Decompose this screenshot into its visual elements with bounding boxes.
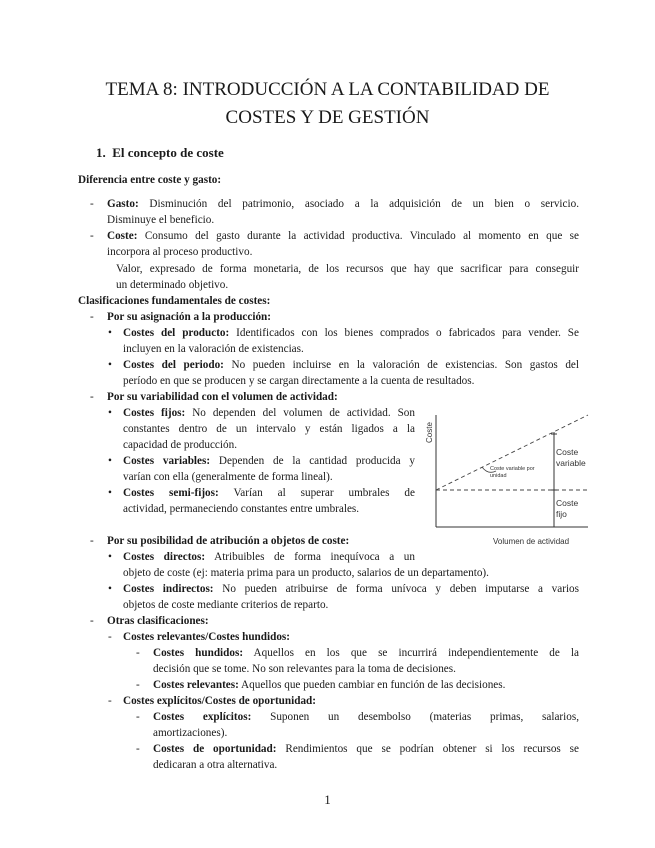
title-line-1: TEMA 8: INTRODUCCIÓN A LA CONTABILIDAD DE (105, 79, 550, 100)
oportunidad-line-1: Costes de oportunidad: Rendimientos que se podrían obtener si los recursos se (153, 743, 579, 755)
title-line-2: COSTES Y DE GESTIÓN (225, 107, 430, 128)
gasto-line-2: Disminuye el beneficio. (107, 214, 215, 226)
periodo-line-1: Costes del periodo: No pueden incluirse en la valoración de existencias. Son gastos del (123, 359, 580, 371)
y-axis-label: Coste (425, 422, 434, 443)
relevantes-line-1: Costes relevantes: Aquellos que pueden cambiar en función de las decisiones. (153, 679, 506, 691)
variables-line-1: Costes variables: Dependen de la cantidad producida y (123, 455, 415, 467)
variabilidad-heading: Por su variabilidad con el volumen de actividad: (107, 391, 338, 403)
coste-line-2: incorpora al proceso productivo. (107, 246, 253, 258)
bullet-dash: - (90, 230, 94, 242)
bullet-dash: - (90, 311, 94, 323)
gasto-line-1: Gasto: Disminución del patrimonio, asociado a la adquisición de un bien o servicio. (107, 198, 579, 210)
bullet-dot: • (108, 327, 112, 339)
bullet-dash: - (108, 695, 112, 707)
atribucion-heading: Por su posibilidad de atribución a objetos de coste: (107, 535, 350, 547)
bullet-dot: • (108, 583, 112, 595)
bullet-dot: • (108, 487, 112, 499)
fixed-label-2: fijo (556, 509, 567, 519)
hundidos-line-1: Costes hundidos: Aquellos en los que se incurrirá independientemente de la (153, 647, 579, 659)
fijos-line-3: capacidad de producción. (123, 439, 237, 451)
x-axis-label: Volumen de actividad (493, 537, 570, 546)
bullet-dash: - (136, 743, 140, 755)
coste-line-1: Coste: Consumo del gasto durante la actividad productiva. Vinculado al momento en que se (107, 230, 580, 242)
indirectos-line-1: Costes indirectos: No pueden atribuirse de forma unívoca y deben imputarse a varios (123, 583, 580, 595)
explicitos-line-1: Costes explícitos: Suponen un desembolso (materias primas, salarios, (153, 711, 579, 723)
producto-line-2: incluyen en la valoración de existencias. (123, 343, 304, 355)
relevantes-heading: Costes relevantes/Costes hundidos: (123, 631, 290, 643)
clasificaciones-heading: Clasificaciones fundamentales de costes: (78, 295, 271, 307)
hundidos-line-2: decisión que se tome. No son relevantes para la toma de decisiones. (153, 663, 456, 675)
valor-line-2: un determinado objetivo. (116, 279, 229, 291)
diferencia-heading: Diferencia entre coste y gasto: (78, 174, 222, 186)
producto-line-1: Costes del producto: Identificados con los bienes comprados o fabricados para vender. Se (123, 327, 579, 339)
semifijos-line-2: actividad, permaneciendo constantes entre umbrales. (123, 503, 360, 515)
page-title (0, 76, 655, 132)
valor-line-1: Valor, expresado de forma monetaria, de los recursos que hay que sacrificar para conseguir (116, 263, 579, 275)
bullet-dash: - (136, 647, 140, 659)
explicitos-heading: Costes explícitos/Costes de oportunidad: (123, 695, 316, 707)
variables-line-2: varían con ella (generalmente de forma lineal). (123, 471, 333, 483)
semifijos-line-1: Costes semi-fijos: Varían al superar umbrales de (123, 487, 415, 499)
directos-line-1: Costes directos: Atribuibles de forma inequívoca a un (123, 551, 415, 563)
annotation-line-2: unidad (490, 473, 507, 479)
bullet-dot: • (108, 551, 112, 563)
bullet-dash: - (136, 711, 140, 723)
bullet-dash: - (136, 679, 140, 691)
section-heading: 1. El concepto de coste (96, 145, 224, 160)
oportunidad-line-2: dedicaran a otra alternativa. (153, 759, 278, 771)
fijos-line-1: Costes fijos: No dependen del volumen de actividad. Son (123, 407, 415, 419)
fixed-label-1: Coste (556, 498, 579, 508)
explicitos-line-2: amortizaciones). (153, 727, 228, 739)
bullet-dash: - (108, 631, 112, 643)
variable-label-2: variable (556, 458, 586, 468)
annotation-line-1: Coste variable por (490, 466, 535, 472)
directos-line-2: objeto de coste (ej: materia prima para un producto, salarios de un departamento). (123, 567, 489, 579)
fijos-line-2: constantes dentro de un intervalo y están ligados a la (123, 423, 415, 435)
cost-chart (420, 405, 592, 551)
asignacion-heading: Por su asignación a la producción: (107, 311, 272, 323)
variable-label-1: Coste (556, 447, 579, 457)
otras-heading: Otras clasificaciones: (107, 615, 209, 627)
page-number: 1 (324, 792, 331, 807)
bullet-dash: - (90, 391, 94, 403)
bullet-dot: • (108, 455, 112, 467)
indirectos-line-2: objetos de coste mediante criterios de reparto. (123, 599, 329, 611)
bullet-dash: - (90, 198, 94, 210)
bullet-dash: - (90, 535, 94, 547)
periodo-line-2: período en que se producen y se cargan directamente a la cuenta de resultados. (123, 375, 475, 387)
bullet-dot: • (108, 359, 112, 371)
bullet-dash: - (90, 615, 94, 627)
bullet-dot: • (108, 407, 112, 419)
